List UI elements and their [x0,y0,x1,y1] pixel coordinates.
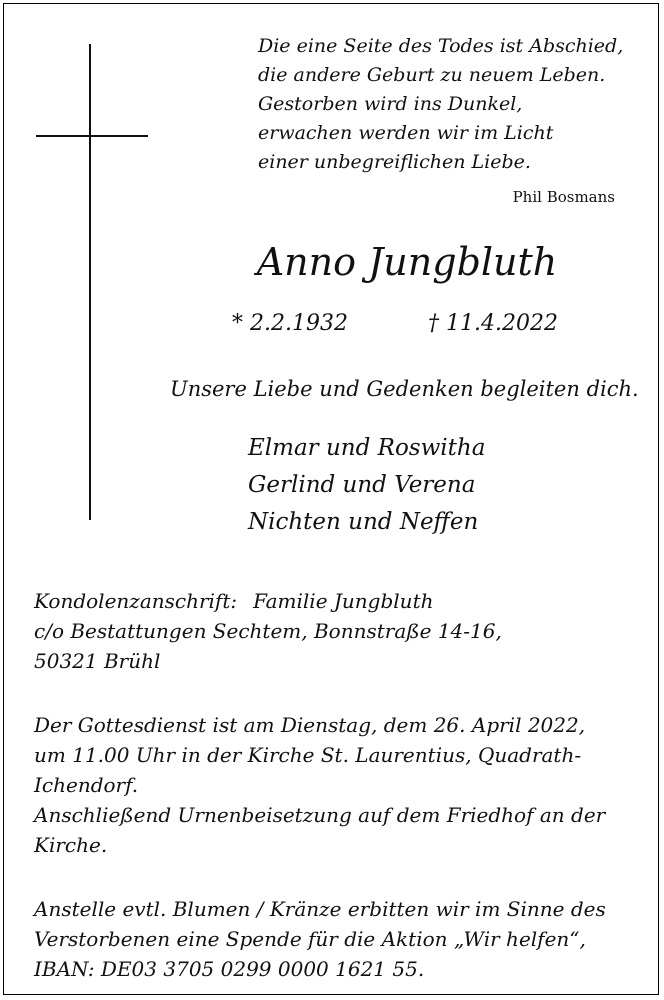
mourner: Gerlind und Verena [248,472,476,498]
service-line: um 11.00 Uhr in der Kirche St. Laurentius, Quadrath- [34,743,582,767]
tribute-line: Unsere Liebe und Gedenken begleiten dich. [170,377,639,401]
service-line: Kirche. [34,833,108,857]
condolence-label: Kondolenzanschrift: [34,589,238,613]
service-line: Ichendorf. [34,773,139,797]
cross-icon-horizontal [36,135,148,137]
death-date: † 11.4.2022 [428,311,558,336]
donation-line: IBAN: DE03 3705 0299 0000 1621 55. [34,957,425,981]
deceased-name: Anno Jungbluth [256,240,558,284]
poem-line: einer unbegreiflichen Liebe. [258,151,531,173]
service-line: Der Gottesdienst ist am Dienstag, dem 26. April 2022, [34,713,586,737]
mourners-list [248,430,485,541]
poem [258,32,638,177]
poem-line: erwachen werden wir im Licht [258,122,554,144]
condolence-recipient: Familie Jungbluth [253,589,434,613]
poem-line: Gestorben wird ins Dunkel, [258,93,523,115]
poem-line: Die eine Seite des Todes ist Abschied, [258,35,624,57]
condolence-street: c/o Bestattungen Sechtem, Bonnstraße 14-16, [34,619,502,643]
birth-date: * 2.2.1932 [232,311,348,336]
obituary-card [3,3,659,995]
condolence-address [34,586,644,676]
service-info [34,710,644,860]
mourner: Elmar und Roswitha [248,435,486,461]
poem-author: Phil Bosmans [512,188,615,206]
donation-info [34,894,644,984]
donation-line: Anstelle evtl. Blumen / Kränze erbitten wir im Sinne des [34,897,606,921]
service-line: Anschließend Urnenbeisetzung auf dem Friedhof an der [34,803,606,827]
poem-line: die andere Geburt zu neuem Leben. [258,64,606,86]
condolence-city: 50321 Brühl [34,649,161,673]
mourner: Nichten und Neffen [248,509,479,535]
donation-line: Verstorbenen eine Spende für die Aktion „Wir helfen“, [34,927,586,951]
